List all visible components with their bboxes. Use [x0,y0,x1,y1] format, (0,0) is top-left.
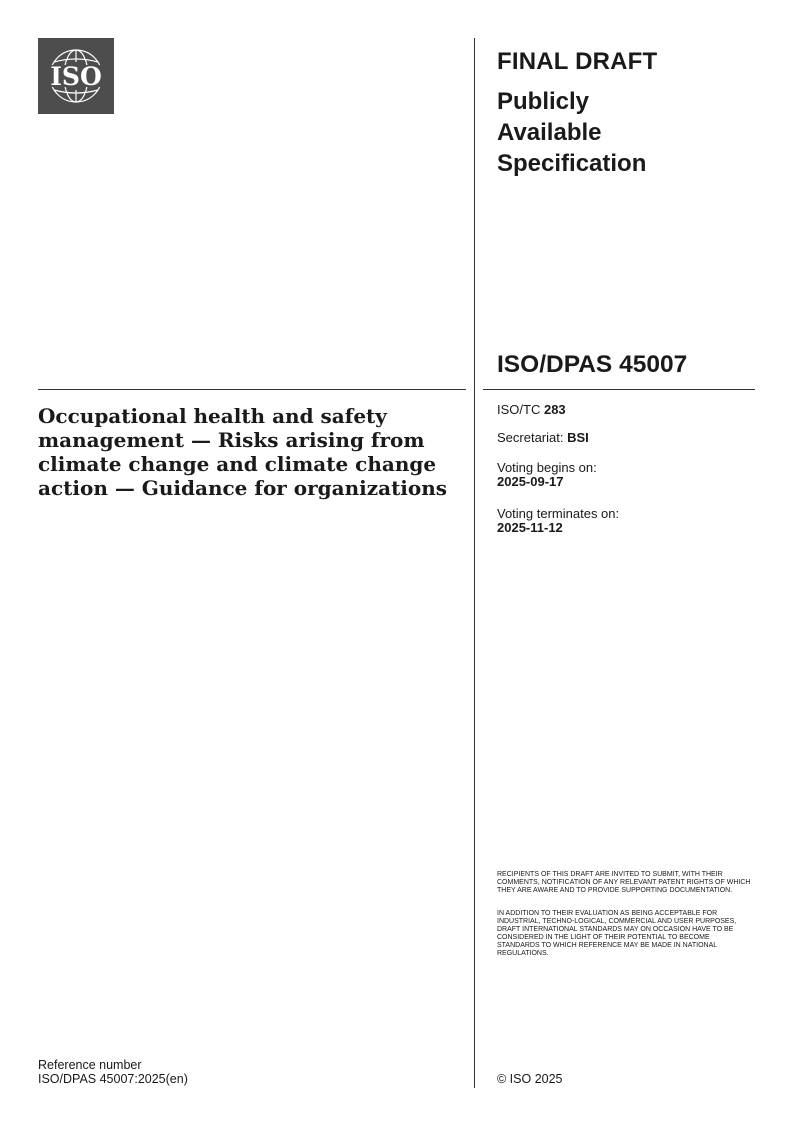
logo-text: ISO [50,62,102,91]
iso-logo [38,38,114,114]
document-type [497,86,737,179]
globe-icon [38,38,114,114]
reference-number-label: Reference number [38,1058,142,1072]
horizontal-rule-left [38,389,466,390]
voting-begins-date: 2025-09-17 [497,474,564,489]
horizontal-rule-right [483,389,755,390]
draft-notice-paragraph: IN ADDITION TO THEIR EVALUATION AS BEING ACCEPTABLE FOR INDUSTRIAL, TECHNO-LOGICAL, COMMERCIAL AND USER PURPOSES, DRAFT INTERNATIONAL STANDARDS MAY ON OCCASION HAVE TO BE CONSIDERED IN THE LIGHT OF THEIR POTENTIAL TO BECOME STANDARDS TO WHICH REFERENCE MAY BE MADE IN NATIONAL REGULATIONS. [497,910,737,957]
copyright-notice: © ISO 2025 [497,1072,563,1086]
draft-notice-paragraph: RECIPIENTS OF THIS DRAFT ARE INVITED TO SUBMIT, WITH THEIR COMMENTS, NOTIFICATION OF ANY RELEVANT PATENT RIGHTS OF WHICH THEY ARE AWARE AND TO PROVIDE SUPPORTING DOCUMENTATION. [497,871,751,894]
vertical-divider [474,38,475,1088]
document-number: ISO/DPAS 45007 [497,351,688,378]
voting-terminates-label: Voting terminates on: [497,506,620,521]
document-title: Occupational health and safety management — Risks arising from climate change and climate change action — Guidance for organizations [38,404,448,500]
reference-number-value: ISO/DPAS 45007:2025(en) [38,1072,188,1086]
technical-committee [497,402,566,417]
tc-label: ISO/TC [497,402,541,417]
voting-terminates-date: 2025-11-12 [497,520,563,535]
secretariat-label: Secretariat: [497,430,564,445]
document-type-line: Available [497,119,602,146]
secretariat [497,430,589,445]
secretariat-value: BSI [567,430,589,445]
voting-begins-label: Voting begins on: [497,460,597,475]
stage-label: FINAL DRAFT [497,48,658,75]
tc-value: 283 [543,402,566,417]
document-type-line: Specification [497,150,647,177]
document-type-line: Publicly [497,88,590,115]
